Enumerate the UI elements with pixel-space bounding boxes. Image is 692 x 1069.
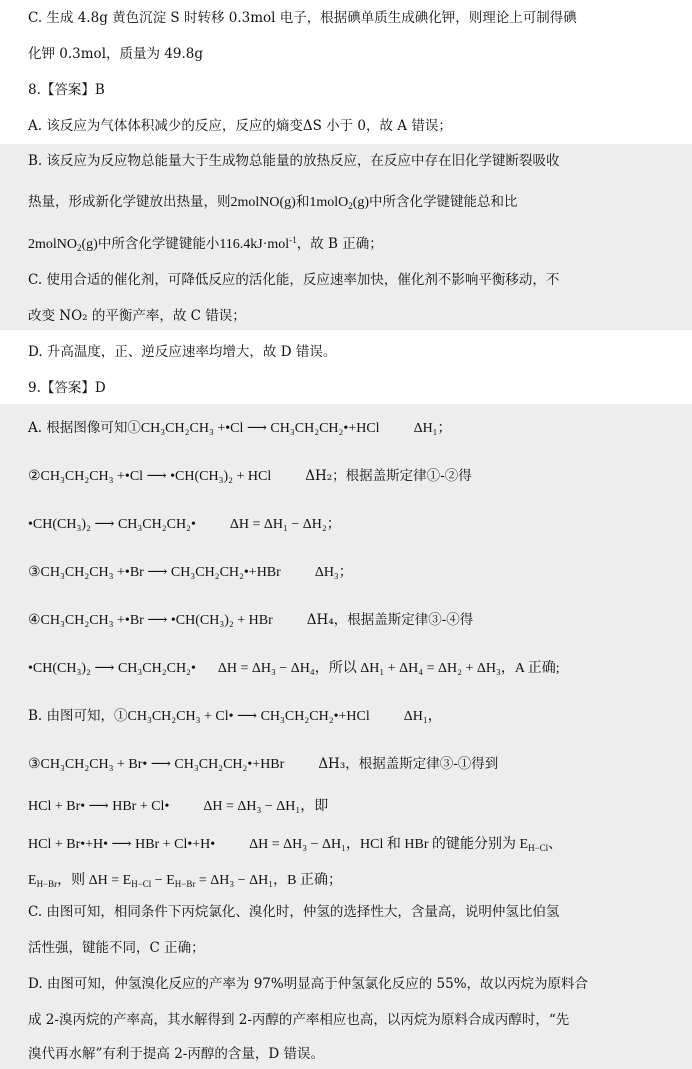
species-no: 2molNO(g) bbox=[230, 195, 296, 210]
text: 热量，形成新化学键放出热量，则 bbox=[28, 194, 231, 210]
enthalpy-b1: ΔH₁， bbox=[403, 709, 442, 724]
q9-b-line3 bbox=[0, 796, 692, 817]
text: A. 根据图像可知① bbox=[28, 420, 141, 436]
reaction-3: ③CH₃CH₂CH₃ +•Br ⟶ CH₃CH₂CH₂•+HBr bbox=[28, 565, 281, 580]
q9-d-line1: D. 由图可知，仲氢溴化反应的产率为 97%明显高于仲氢氯化反应的 55%，故以丙烷为原料合 bbox=[28, 976, 589, 992]
q9-a-line6 bbox=[0, 658, 692, 679]
reaction-a1: •CH(CH₃)₂ ⟶ CH₃CH₂CH₂• bbox=[28, 517, 196, 532]
species-o2: 1molO$_2$(g) bbox=[309, 195, 370, 211]
q8-option-b-line1: B. 该反应为反应物总能量大于生成物总能量的放热反应，在反应中存在旧化学键断裂吸收 bbox=[28, 153, 560, 169]
q9-b-line4 bbox=[0, 834, 692, 855]
q9-a-line3 bbox=[0, 514, 692, 535]
q8-option-c-line2: 改变 NO₂ 的平衡产率，故 C 错误； bbox=[28, 308, 246, 324]
enthalpy-2: ΔH₂；根据盖斯定律①-②得 bbox=[305, 468, 472, 484]
reaction-b2: ③CH₃CH₂CH₃ + Br• ⟶ CH₃CH₂CH₂•+HBr bbox=[28, 757, 285, 772]
q9-a-line2 bbox=[0, 466, 692, 487]
text: 和 bbox=[295, 194, 310, 210]
equation-b5: $E_{H-Br}$，则 $\Delta H = E_{H-Cl} - E_{H-Br} = \Delta H_3 - \Delta H_1$，B 正确； bbox=[28, 873, 342, 889]
prev-c-line1: C. 生成 4.8g 黄色沉淀 S 时转移 0.3mol 电子，根据碘单质生成碘化钾，则理论上可制得碘 bbox=[28, 10, 577, 26]
q8-option-c-line1: C. 使用合适的催化剂，可降低反应的活化能，反应速率加快，催化剂不影响平衡移动，不 bbox=[28, 272, 560, 288]
q9-a-line1 bbox=[0, 418, 692, 439]
q8-heading: 8.【答案】B bbox=[28, 82, 105, 98]
equation-a2: ΔH = ΔH₃ − ΔH₄，所以 ΔH₁ + ΔH₄ = ΔH₂ + ΔH₃，A 正确; bbox=[217, 661, 560, 676]
q9-d-line2: 成 2-溴丙烷的产率高，其水解得到 2-丙醇的产率相应也高，以丙烷为原料合成丙醇时，“先 bbox=[28, 1012, 570, 1028]
equation-b4: ΔH = ΔH₃ − ΔH₁，HCl 和 HBr 的键能分别为 $E_{H-Cl}$、 bbox=[249, 837, 563, 853]
highlight-block-q9 bbox=[0, 404, 692, 1069]
q9-c-line2: 活性强，键能不同，C 正确； bbox=[28, 940, 205, 956]
energy-value: 116.4kJ·mol$^{-1}$ bbox=[219, 235, 297, 252]
reaction-b3: HCl + Br• ⟶ HBr + Cl• bbox=[28, 799, 170, 814]
reaction-b4: HCl + Br•+H• ⟶ HBr + Cl•+H• bbox=[28, 837, 216, 852]
q8-option-b-line3 bbox=[0, 234, 692, 255]
text: 中所含化学键键能小 bbox=[97, 236, 220, 252]
reaction-4: ④CH₃CH₂CH₃ +•Br ⟶ •CH(CH₃)₂ + HBr bbox=[28, 613, 273, 628]
equation-a1: ΔH = ΔH₁ − ΔH₂； bbox=[229, 517, 341, 532]
equation-b3: ΔH = ΔH₃ − ΔH₁，即 bbox=[203, 799, 329, 814]
text: 中所含化学键键能总和比 bbox=[369, 194, 518, 210]
text: ，故 B 正确； bbox=[296, 236, 383, 252]
q9-a-line4 bbox=[0, 562, 692, 583]
q9-b-line2 bbox=[0, 754, 692, 775]
text: B. 由图可知，① bbox=[28, 708, 128, 724]
q9-c-line1: C. 由图可知，相同条件下丙烷氯化、溴化时，仲氢的选择性大，含量高，说明仲氢比伯氢 bbox=[28, 904, 560, 920]
enthalpy-3: ΔH₃； bbox=[314, 565, 353, 580]
reaction-2: ②CH₃CH₂CH₃ +•Cl ⟶ •CH(CH₃)₂ + HCl bbox=[28, 469, 272, 484]
q9-a-line5 bbox=[0, 610, 692, 631]
species-no2: 2molNO$_2$(g) bbox=[28, 237, 98, 253]
enthalpy-1: ΔH₁； bbox=[413, 421, 452, 436]
q9-d-line3: 溴代再水解”有利于提高 2-丙醇的含量，D 错误。 bbox=[28, 1046, 324, 1062]
reaction-b1: CH₃CH₂CH₃ + Cl• ⟶ CH₃CH₂CH₂•+HCl bbox=[127, 709, 370, 724]
enthalpy-b2: ΔH₃，根据盖斯定律③-①得到 bbox=[318, 756, 499, 772]
q9-b-line5 bbox=[0, 870, 692, 891]
q8-option-a: A. 该反应为气体体积减少的反应，反应的熵变ΔS 小于 0，故 A 错误； bbox=[28, 118, 452, 134]
reaction-a2: •CH(CH₃)₂ ⟶ CH₃CH₂CH₂• bbox=[28, 661, 196, 676]
prev-c-line2: 化钾 0.3mol，质量为 49.8g bbox=[28, 46, 203, 62]
q8-option-b-line2 bbox=[0, 192, 692, 213]
enthalpy-4: ΔH₄，根据盖斯定律③-④得 bbox=[306, 612, 474, 628]
q9-heading: 9.【答案】D bbox=[28, 380, 106, 396]
q8-option-d: D. 升高温度，正、逆反应速率均增大，故 D 错误。 bbox=[28, 344, 337, 360]
reaction-1: CH₃CH₂CH₃ +•Cl ⟶ CH₃CH₂CH₂•+HCl bbox=[140, 421, 380, 436]
q9-b-line1 bbox=[0, 706, 692, 727]
